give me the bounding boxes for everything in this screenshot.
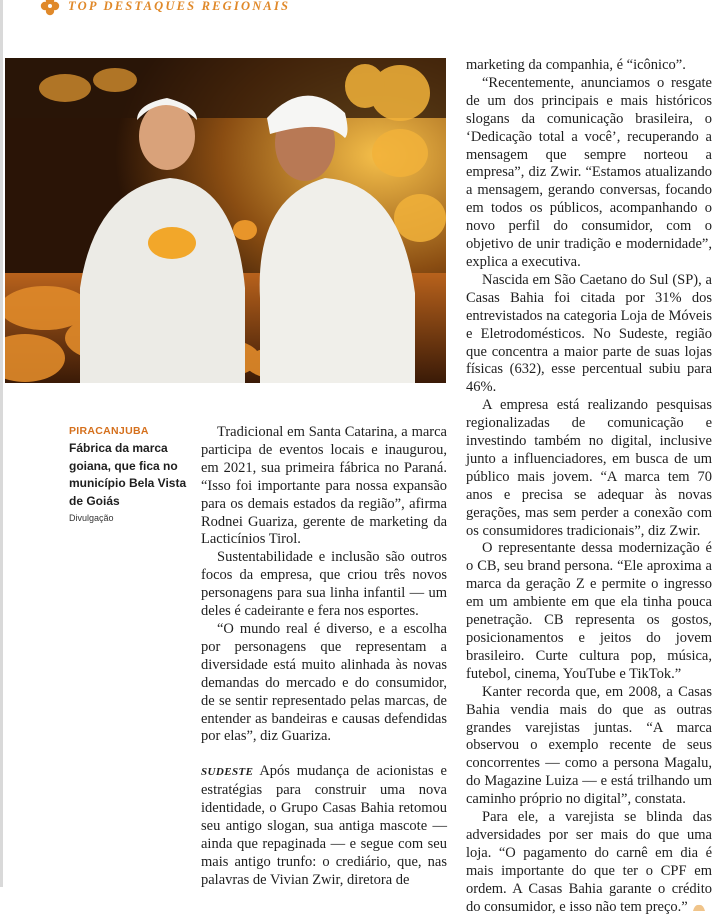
photo-factory-icon: [5, 58, 446, 383]
caption-text: Fábrica da marca goiana, que fica no município Bela Vista de Goiás: [69, 441, 187, 508]
paragraph-text: Após mudança de acionistas e estratégias para construir uma nova identidade, o Grupo Casas Bahia retomou seu antigo slogan, sua antiga mascote — ainda que repaginada — e segue com seu mais antigo trunfo: o crediário, que, nas palavras de Vivian Zwir, diretora de: [201, 763, 447, 888]
paragraph: A empresa está realizando pesquisas regionalizadas de comunicação e investindo também no digital, inclusive junto a influenciadores, em busca de um público mais jovem. “A marca tem 70 anos e precisa se adequar às novas gerações, mas sem perder a conexão com os consumidores tradicionais”, diz Zwir.: [466, 397, 712, 539]
paragraph: Tradicional em Santa Catarina, a marca participa de eventos locais e inaugurou, em 2021, sua primeira fábrica no Paraná. “Isso foi importante para nossa expansão para os demais estados da região”, afirma Rodnei Guariza, gerente de marketing da Lacticínios Tirol.: [201, 424, 447, 548]
paragraph-final: [466, 809, 712, 916]
caption-kicker: PIRACANJUBA: [69, 425, 149, 437]
photo-caption: [69, 425, 187, 523]
end-mark-icon: [692, 903, 706, 912]
paragraph: Kanter recorda que, em 2008, a Casas Bahia vendia mais do que as outras grandes varejistas juntas. “A marca observou o exemplo recente de seus concorrentes — como a persona Magalu, do Magazine Luiza — e está trilhando um caminho próprio no digital”, constata.: [466, 683, 712, 808]
page-edge: [0, 0, 3, 887]
paragraph: Nascida em São Caetano do Sul (SP), a Casas Bahia foi citada por 31% dos entrevistados na categoria Loja de Móveis e Eletrodomésticos. No Sudeste, região que concentra a maior parte de suas lojas físicas (632), esse percentual subiu para 46%.: [466, 271, 712, 396]
subhead-sudeste: SUDESTE: [201, 766, 254, 779]
paragraph-with-subhead: [201, 763, 447, 889]
section-header: [40, 0, 290, 16]
paragraph-text: Para ele, a varejista se blinda das adversidades por ser mais do que uma loja. “O pagamento do carnê em dia é mais importante do que ter o CPF em ordem. A Casas Bahia garante o crédito do consumidor, e isso não tem preço.”: [466, 809, 712, 915]
paragraph: “Recentemente, anunciamos o resgate de um dos principais e mais históricos slogans da comunicação brasileira, o ‘Dedicação total a você’, recuperando a mensagem que sempre norteou a empresa”, diz Zwir. “Estamos atualizando a mensagem, gerando conversas, focando em todos os públicos, acompanhando o novo perfil do consumidor, com o objetivo de unir tradição e modernidade”, explica a executiva.: [466, 74, 712, 270]
paragraph: marketing da companhia, é “icônico”.: [466, 57, 686, 73]
paragraph: O representante dessa modernização é o CB, seu brand persona. “Ele aproxima a marca da geração Z e permite o ingresso em um ambiente em que ela tinha pouca penetração. CB representa os gostos, posicionamentos e jeitos do jovem brasileiro. Curte cultura pop, música, futebol, cinema, YouTube e TikTok.”: [466, 540, 712, 682]
paragraph: “O mundo real é diverso, e a escolha por personagens que representam a diversidade está muito alinhada às novas demandas do mercado e do consumidor, de se sentir representado pelas marcas, de entender as bandeiras e causas defendidas por elas”, diz Guariza.: [201, 620, 447, 745]
section-title: TOP DESTAQUES REGIONAIS: [68, 0, 291, 13]
quatrefoil-icon: [40, 0, 60, 16]
article-column-middle: [201, 424, 447, 890]
paragraph: Sustentabilidade e inclusão são outros focos da empresa, que criou três novos personagens para sua linha infantil — um deles é cadeirante e fera nos esportes.: [201, 549, 447, 620]
article-column-right: [466, 57, 712, 917]
article-photo: [5, 58, 446, 383]
photo-credit: Divulgação: [69, 513, 114, 523]
